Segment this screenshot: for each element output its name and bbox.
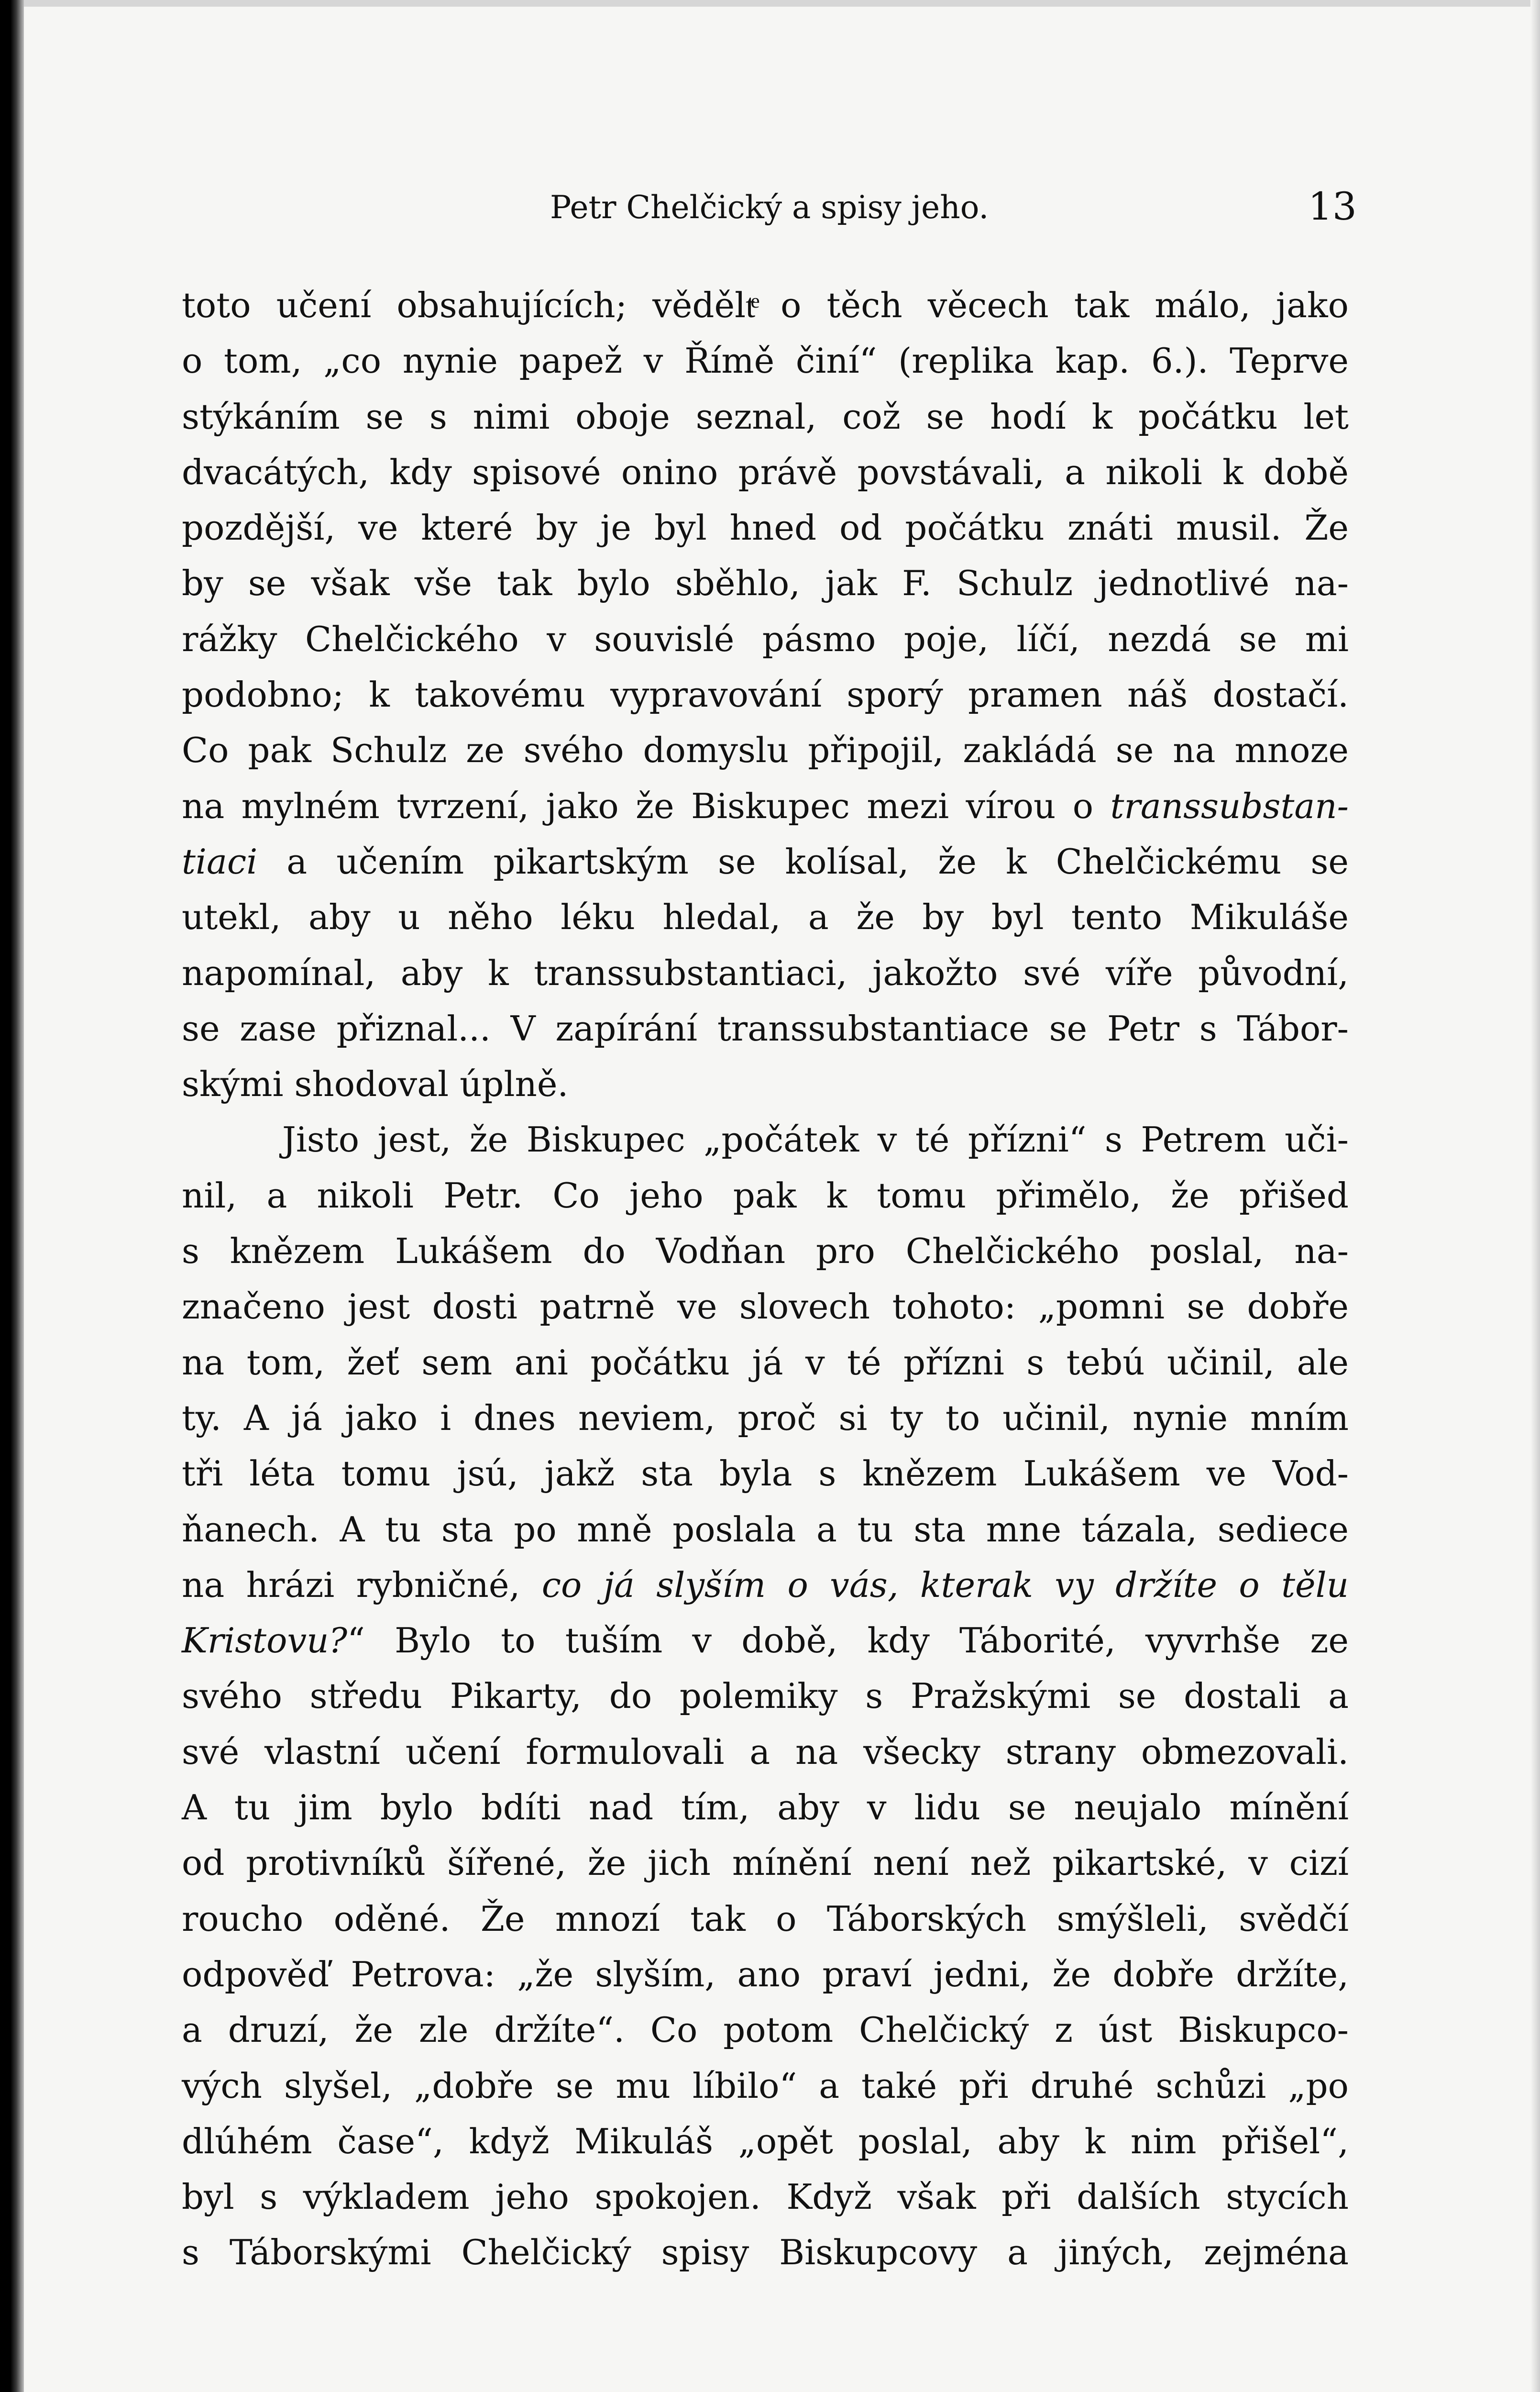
text-line: podobno; k takovému vypravování sporý pramen náš dostačí. — [182, 675, 1349, 715]
italic-term: tiaci — [182, 841, 258, 882]
text-line: na hrázi rybničné, co já slyším o vás, kterak vy držíte o tělu — [182, 1564, 1349, 1605]
text-line: ňanech. A tu sta po mně poslala a tu sta mne tázala, sediece — [182, 1509, 1349, 1550]
text-line: o tom, „co nynie papež v Římě činí“ (replika kap. 6.). Teprve — [182, 341, 1349, 381]
text-line: toto učení obsahujících; věděltͤ o těch věcech tak málo, jako — [182, 285, 1349, 325]
text-line: dlúhém čase“, když Mikuláš „opět poslal, aby k nim přišel“, — [182, 2121, 1349, 2161]
text-line: by se však vše tak bylo sběhlo, jak F. Schulz jednotlivé na- — [182, 563, 1349, 604]
text-line: byl s výkladem jeho spokojen. Když však při dalších stycích — [182, 2177, 1349, 2217]
text-line: dvacátých, kdy spisové onino právě povstávali, a nikoli k době — [182, 452, 1349, 492]
italic-term: transsubstan- — [1110, 786, 1349, 826]
text-line: napomínal, aby k transsubstantiaci, jakožto své víře původní, — [182, 952, 1349, 993]
text-line: vých slyšel, „dobře se mu líbilo“ a také při druhé schůzi „po — [182, 2065, 1349, 2106]
text-line: tiaci a učením pikartským se kolísal, že k Chelčickému se — [182, 841, 1349, 882]
page-number: 13 — [1308, 184, 1357, 229]
book-spine-shadow — [0, 0, 24, 2392]
text-line: a druzí, že zle držíte“. Co potom Chelčický z úst Biskupco- — [182, 2010, 1349, 2050]
text-line: značeno jest dosti patrně ve slovech tohoto: „pomni se dobře — [182, 1286, 1349, 1327]
text-line: roucho oděné. Že mnozí tak o Táborských smýšleli, svědčí — [182, 1898, 1349, 1939]
text-line: utekl, aby u něho léku hledal, a že by byl tento Mikuláše — [182, 897, 1349, 938]
text-line: Co pak Schulz ze svého domyslu připojil, zakládá se na mnoze — [182, 730, 1349, 771]
text-line: své vlastní učení formulovali a na všecky strany obmezovali. — [182, 1731, 1349, 1772]
text-line: A tu jim bylo bdíti nad tím, aby v lidu se neujalo mínění — [182, 1787, 1349, 1828]
body-text — [182, 277, 1349, 2281]
text-line: ty. A já jako i dnes neviem, proč si ty to učinil, nynie mním — [182, 1397, 1349, 1438]
text-line: se zase přiznal... V zapírání transsubstantiace se Petr s Tábor- — [182, 1008, 1349, 1049]
text-line: s Táborskými Chelčický spisy Biskupcovy a jiných, zejména — [182, 2232, 1349, 2273]
page-top-edge — [0, 0, 1540, 7]
text-line: nil, a nikoli Petr. Co jeho pak k tomu přimělo, že přišed — [182, 1175, 1349, 1216]
page-right-edge — [1530, 0, 1540, 2392]
text-line: na mylném tvrzení, jako že Biskupec mezi vírou o transsubstan- — [182, 786, 1349, 826]
text-line: skými shodoval úplně. — [182, 1064, 569, 1105]
text-line: s knězem Lukášem do Vodňan pro Chelčického poslal, na- — [182, 1231, 1349, 1272]
italic-quote: Kristovu? — [182, 1620, 348, 1661]
running-title: Petr Chelčický a spisy jeho. — [550, 189, 989, 226]
text-line: Kristovu?“ Bylo to tuším v době, kdy Táborité, vyvrhše ze — [182, 1620, 1349, 1661]
italic-quote: co já slyším o vás, kterak vy držíte o tělu — [541, 1564, 1349, 1605]
text-line: tři léta tomu jsú, jakž sta byla s knězem Lukášem ve Vod- — [182, 1453, 1349, 1494]
text-line: na tom, žeť sem ani počátku já v té přízni s tebú učinil, ale — [182, 1342, 1349, 1383]
text-line: pozdější, ve které by je byl hned od počátku znáti musil. Že — [182, 508, 1349, 548]
text-line: od protivníků šířené, že jich mínění není než pikartské, v cizí — [182, 1843, 1349, 1883]
text-line: rážky Chelčického v souvislé pásmo poje, líčí, nezdá se mi — [182, 619, 1349, 659]
text-line: svého středu Pikarty, do polemiky s Pražskými se dostali a — [182, 1676, 1349, 1716]
text-line: Jisto jest, že Biskupec „počátek v té přízni“ s Petrem uči- — [282, 1119, 1349, 1160]
text-line: stýkáním se s nimi oboje seznal, což se hodí k počátku let — [182, 396, 1349, 437]
text-line: odpověď Petrova: „že slyším, ano praví jedni, že dobře držíte, — [182, 1954, 1349, 1994]
